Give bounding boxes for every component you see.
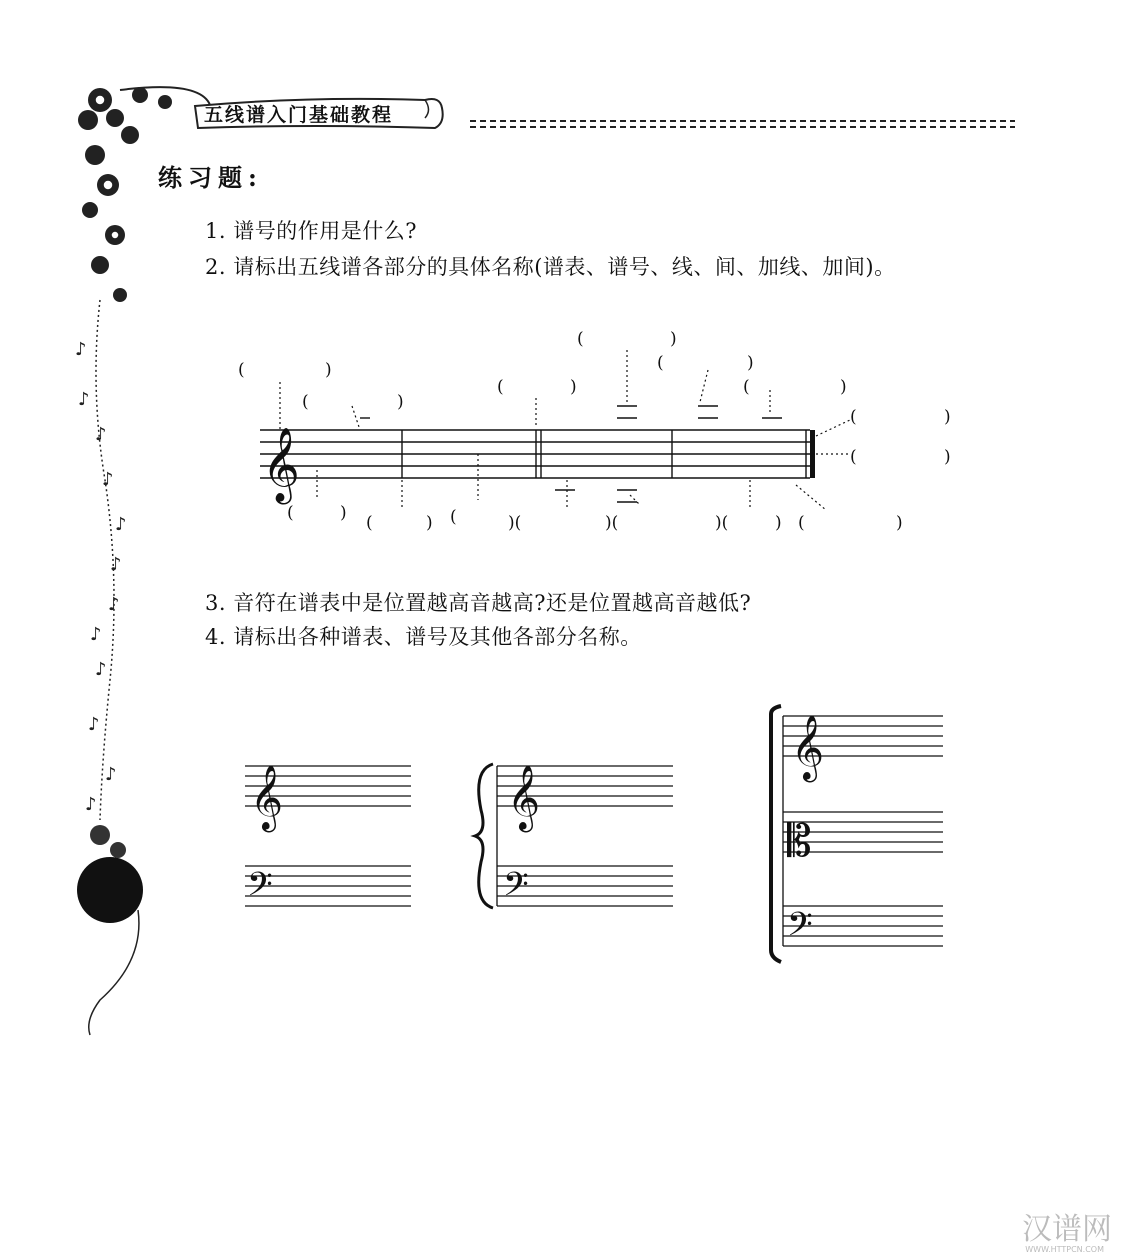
header-dashed-rule: [470, 120, 1015, 130]
question-3: 3. 音符在谱表中是位置越高音越高?还是位置越高音越低?: [205, 591, 752, 615]
svg-text:)(: )(: [605, 513, 619, 533]
svg-text:): ): [426, 513, 433, 533]
svg-text:𝄡: 𝄡: [787, 816, 812, 867]
svg-text:♪: ♪: [85, 794, 97, 815]
staff-systems-diagram: [235, 700, 955, 970]
svg-text:(: (: [366, 513, 373, 533]
staff-parts-diagram: [230, 320, 970, 540]
svg-text:♪: ♪: [90, 624, 102, 645]
svg-text:♪: ♪: [108, 594, 120, 615]
svg-text:): ): [570, 377, 577, 397]
svg-text:♪: ♪: [78, 389, 90, 410]
svg-text:(: (: [238, 360, 245, 380]
svg-text:)(: )(: [715, 513, 729, 533]
svg-text:♪: ♪: [75, 339, 87, 360]
svg-text:𝄞: 𝄞: [507, 765, 541, 830]
svg-text:): ): [944, 407, 951, 427]
svg-text:♪: ♪: [88, 714, 100, 735]
svg-text:𝄢: 𝄢: [787, 906, 813, 952]
svg-text:(: (: [850, 407, 857, 427]
svg-text:♪: ♪: [95, 659, 107, 680]
svg-text:(: (: [577, 329, 584, 349]
svg-text:(: (: [657, 353, 664, 373]
question-1: 1. 谱号的作用是什么?: [205, 219, 417, 243]
svg-text:♪: ♪: [102, 469, 114, 490]
svg-text:(: (: [850, 447, 857, 467]
svg-text:(: (: [497, 377, 504, 397]
section-title: 练习题:: [158, 163, 263, 192]
svg-text:(: (: [450, 507, 457, 527]
floral-border-decoration: [60, 60, 220, 1040]
header-title: 五线谱入门基础教程: [204, 104, 394, 126]
svg-text:♪: ♪: [115, 514, 127, 535]
svg-text:): ): [325, 360, 332, 380]
svg-text:): ): [944, 447, 951, 467]
watermark-logo-text: 汉谱网: [1022, 1212, 1112, 1247]
svg-text:𝄞: 𝄞: [262, 428, 300, 502]
question-2: 2. 请标出五线谱各部分的具体名称(谱表、谱号、线、间、加线、加间)。: [205, 255, 896, 279]
svg-text:): ): [747, 353, 754, 373]
svg-text:𝄢: 𝄢: [247, 866, 273, 912]
svg-text:): ): [340, 503, 347, 523]
svg-text:♪: ♪: [95, 424, 107, 445]
watermark-url: WWW.HTTPCN.COM: [1025, 1245, 1104, 1254]
svg-text:)(: )(: [508, 513, 522, 533]
svg-text:(: (: [302, 392, 309, 412]
svg-text:♪: ♪: [110, 554, 122, 575]
svg-text:): ): [397, 392, 404, 412]
svg-text:): ): [840, 377, 847, 397]
question-4: 4. 请标出各种谱表、谱号及其他各部分名称。: [205, 625, 642, 649]
svg-text:(: (: [743, 377, 750, 397]
svg-text:𝄞: 𝄞: [791, 715, 825, 780]
svg-text:𝄢: 𝄢: [503, 866, 529, 912]
svg-text:♪: ♪: [105, 764, 117, 785]
svg-text:𝄞: 𝄞: [250, 765, 284, 830]
svg-text:): ): [896, 513, 903, 533]
svg-text:(: (: [798, 513, 805, 533]
svg-text:): ): [670, 329, 677, 349]
svg-text:): ): [775, 513, 782, 533]
svg-text:(: (: [287, 503, 294, 523]
